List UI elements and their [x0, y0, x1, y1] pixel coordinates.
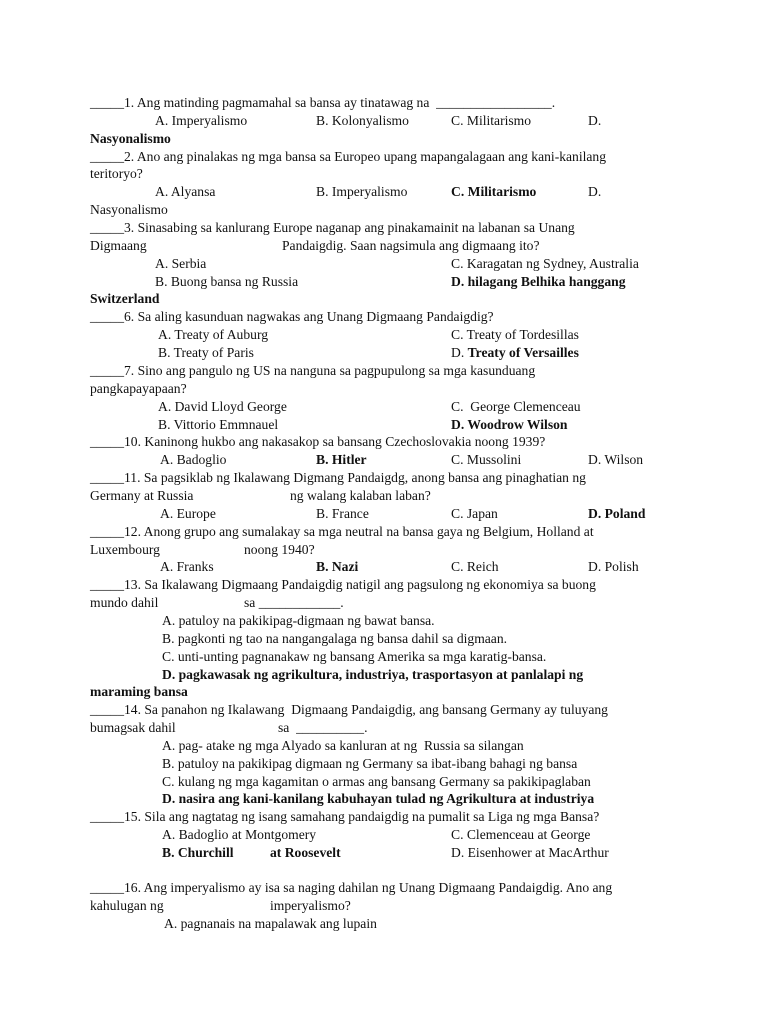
question-10-choice-a: A. Badoglio — [160, 452, 227, 467]
question-6-choice-b: B. Treaty of Paris — [158, 345, 254, 360]
question-11-answer: D. Poland — [588, 506, 646, 521]
question-13-stem: _____13. Sa Ikalawang Digmaang Pandaigdig natigil ang pagsulong ng ekonomiya sa buong — [90, 577, 596, 592]
question-7-choice-a: A. David Lloyd George — [158, 399, 287, 414]
question-15-answer-cont: at Roosevelt — [270, 845, 341, 860]
question-11-stem-cont-a: Germany at Russia — [90, 488, 194, 503]
question-13-choice-a: A. patuloy na pakikipag-digmaan ng bawat bansa. — [162, 613, 435, 628]
question-14-stem: _____14. Sa panahon ng Ikalawang Digmaang Pandaigdig, ang bansang Germany ay tuluyang — [90, 702, 608, 717]
question-6-choice-c: C. Treaty of Tordesillas — [451, 327, 579, 342]
question-14-choice-b: B. patuloy na pakikipag digmaan ng Germany sa ibat-ibang bahagi ng bansa — [162, 756, 578, 771]
question-3-answer: D. hilagang Belhika hanggang — [451, 274, 626, 289]
question-3-choice-c: C. Karagatan ng Sydney, Australia — [451, 256, 639, 271]
question-2-stem-cont: teritoryo? — [90, 166, 143, 181]
question-6-stem: _____6. Sa aling kasunduan nagwakas ang Unang Digmaang Pandaigdig? — [90, 309, 494, 324]
question-12-stem-cont-b: noong 1940? — [244, 542, 315, 557]
question-3-stem-cont-a: Digmaang — [90, 238, 147, 253]
question-3-answer-cont: Switzerland — [90, 291, 160, 306]
question-15-choice-c: C. Clemenceau at George — [451, 827, 591, 842]
question-10-answer: B. Hitler — [316, 452, 367, 467]
question-2-choice-d: D. — [588, 184, 602, 199]
question-12-stem: _____12. Anong grupo ang sumalakay sa mga neutral na bansa gaya ng Belgium, Holland at — [90, 524, 594, 539]
question-10-stem: _____10. Kaninong hukbo ang nakasakop sa bansang Czechoslovakia noong 1939? — [90, 434, 546, 449]
question-11-choice-a: A. Europe — [160, 506, 216, 521]
question-14-stem-cont-a: bumagsak dahil — [90, 720, 176, 735]
question-13-stem-cont-a: mundo dahil — [90, 595, 159, 610]
question-14-choice-a: A. pag- atake ng mga Alyado sa kanluran at ng Russia sa silangan — [162, 738, 524, 753]
question-10-choice-c: C. Mussolini — [451, 452, 522, 467]
question-13-answer: D. pagkawasak ng agrikultura, industriya, trasportasyon at panlalapi ng — [162, 667, 584, 682]
question-12-choice-a: A. Franks — [160, 559, 214, 574]
question-16-stem-cont-b: imperyalismo? — [270, 898, 351, 913]
question-11-stem: _____11. Sa pagsiklab ng Ikalawang Digmang Pandaigdg, anong bansa ang pinaghatian ng — [90, 470, 586, 485]
question-1-choice-a: A. Imperyalismo — [155, 113, 248, 128]
question-6-answer — [451, 344, 579, 361]
question-13-choice-b: B. pagkonti ng tao na nangangalaga ng bansa dahil sa digmaan. — [162, 631, 508, 646]
question-7-choice-c: C. George Clemenceau — [451, 399, 581, 414]
question-11-choice-c: C. Japan — [451, 506, 498, 521]
question-13-choice-c: C. unti-unting pagnanakaw ng bansang Amerika sa mga karatig-bansa. — [162, 649, 547, 664]
question-1-choice-c: C. Militarismo — [451, 113, 532, 128]
question-3-stem-cont-b: Pandaigdig. Saan nagsimula ang digmaang ito? — [282, 238, 540, 253]
question-7-answer: D. Woodrow Wilson — [451, 417, 568, 432]
question-15-answer: B. Churchill — [162, 845, 234, 860]
question-12-choice-c: C. Reich — [451, 559, 499, 574]
question-15-choice-a: A. Badoglio at Montgomery — [162, 827, 317, 842]
question-15-stem: _____15. Sila ang nagtatag ng isang samahang pandaigdig na pumalit sa Liga ng mga Bansa? — [90, 809, 600, 824]
question-13-stem-cont-b: sa ____________. — [244, 595, 344, 610]
question-15-choice-d: D. Eisenhower at MacArthur — [451, 845, 609, 860]
question-1-choice-d: D. — [588, 113, 602, 128]
question-2-choice-a: A. Alyansa — [155, 184, 216, 199]
question-11-choice-b: B. France — [316, 506, 369, 521]
question-12-choice-d: D. Polish — [588, 559, 639, 574]
question-7-choice-b: B. Vittorio Emmnauel — [158, 417, 279, 432]
question-1-stem: _____1. Ang matinding pagmamahal sa bansa ay tinatawag na _________________. — [90, 95, 556, 110]
question-2-stem: _____2. Ano ang pinalakas ng mga bansa sa Europeo upang mapangalagaan ang kani-kanilang — [90, 149, 607, 164]
question-14-stem-cont-b: sa __________. — [278, 720, 368, 735]
question-1-choice-b: B. Kolonyalismo — [316, 113, 409, 128]
question-14-answer: D. nasira ang kani-kanilang kabuhayan tulad ng Agrikultura at industriya — [162, 791, 595, 806]
question-2-answer: C. Militarismo — [451, 184, 537, 199]
question-6-choice-a: A. Treaty of Auburg — [158, 327, 269, 342]
question-6-answer-text: Treaty of Versailles — [467, 345, 579, 360]
question-7-stem-cont: pangkapayapaan? — [90, 381, 187, 396]
question-6-answer-letter: D. — [451, 345, 468, 360]
question-10-choice-d: D. Wilson — [588, 452, 644, 467]
question-3-stem: _____3. Sinasabing sa kanlurang Europe naganap ang pinakamainit na labanan sa Unang — [90, 220, 575, 235]
question-12-answer: B. Nazi — [316, 559, 359, 574]
question-7-stem: _____7. Sino ang pangulo ng US na nanguna sa pagpupulong sa mga kasunduang — [90, 363, 536, 378]
question-1-answer: Nasyonalismo — [90, 131, 171, 146]
question-3-choice-a: A. Serbia — [155, 256, 207, 271]
question-16-choice-a: A. pagnanais na mapalawak ang lupain — [164, 916, 377, 931]
question-16-stem: _____16. Ang imperyalismo ay isa sa naging dahilan ng Unang Digmaang Pandaigdig. Ano ang — [90, 880, 613, 895]
question-13-answer-cont: maraming bansa — [90, 684, 188, 699]
question-12-stem-cont-a: Luxembourg — [90, 542, 160, 557]
question-3-choice-b: B. Buong bansa ng Russia — [155, 274, 299, 289]
question-16-stem-cont-a: kahulugan ng — [90, 898, 164, 913]
question-2-choice-b: B. Imperyalismo — [316, 184, 408, 199]
question-11-stem-cont-b: ng walang kalaban laban? — [290, 488, 431, 503]
question-2-choice-d-cont: Nasyonalismo — [90, 202, 168, 217]
question-14-choice-c: C. kulang ng mga kagamitan o armas ang bansang Germany sa pakikipaglaban — [162, 774, 591, 789]
